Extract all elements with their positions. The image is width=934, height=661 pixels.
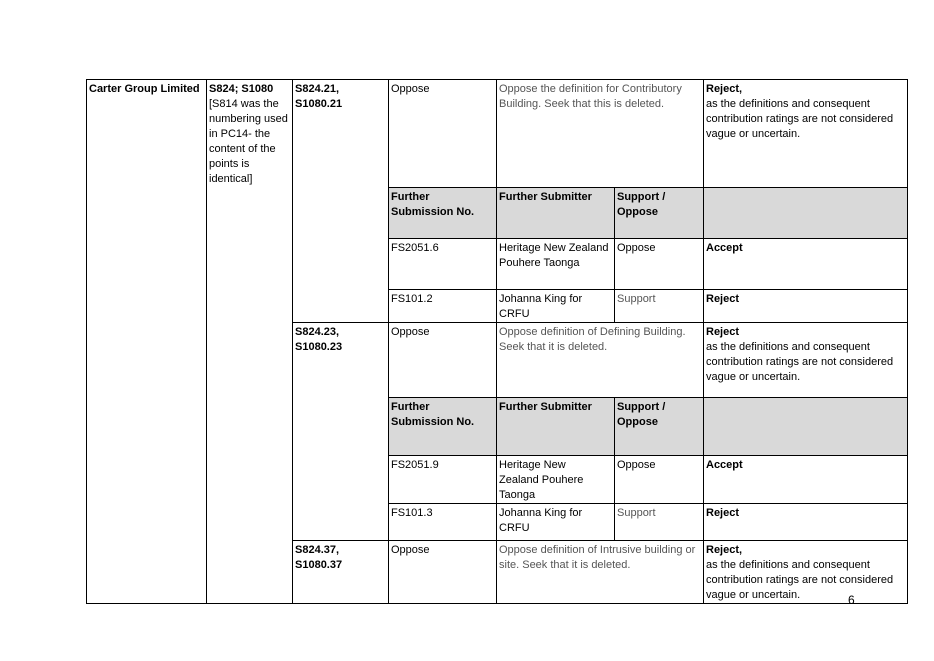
page-number: 6 — [848, 593, 855, 607]
recommendation-cell — [704, 322, 908, 397]
point-number: S824.21, S1080.21 — [293, 80, 389, 188]
recommendation-cell — [704, 80, 908, 188]
recommendation: Reject, — [706, 83, 743, 95]
recommendation: Reject — [706, 325, 740, 338]
fs-submitter: Johanna King for CRFU — [497, 289, 615, 322]
fs-recommendation: Reject — [704, 503, 908, 540]
fs-submitter: Heritage New Zealand Pouhere Taonga — [497, 238, 615, 289]
submission-number-note: [S814 was the numbering used in PC14- the content of the points is identical] — [209, 98, 288, 185]
point-summary: Oppose definition of Intrusive building or site. Seek that it is deleted. — [497, 540, 704, 603]
fs-position: Oppose — [615, 455, 704, 503]
point-position: Oppose — [389, 80, 497, 188]
fs-number: FS101.3 — [389, 503, 497, 540]
further-row — [87, 238, 908, 289]
recommendation: Reject, — [706, 543, 743, 556]
fs-position: Support — [615, 289, 704, 322]
point-number: S824.23, S1080.23 — [293, 322, 389, 397]
further-row — [87, 289, 908, 322]
further-header-row — [87, 397, 908, 455]
further-row — [87, 455, 908, 503]
submission-number: S824; S1080 — [209, 83, 274, 95]
point-position: Oppose — [389, 540, 497, 603]
point-row — [87, 80, 908, 188]
recommendation-cell — [704, 540, 908, 603]
fs-submitter: Johanna King for CRFU — [497, 503, 615, 540]
fs-position-header: Support / Oppose — [615, 187, 704, 238]
recommendation-reason: as the definitions and consequent contribution ratings are not considered vague or uncertain. — [706, 558, 894, 601]
submissions-table — [86, 79, 908, 604]
fs-position: Support — [615, 503, 704, 540]
point-number: S824.37, S1080.37 — [293, 540, 389, 603]
fs-submitter-header: Further Submitter — [497, 397, 615, 455]
fs-number: FS2051.6 — [389, 238, 497, 289]
point-position: Oppose — [389, 322, 497, 397]
fs-recommendation: Reject — [704, 289, 908, 322]
fs-recommendation: Accept — [704, 455, 908, 503]
recommendation-reason: as the definitions and consequent contribution ratings are not considered vague or uncertain. — [706, 340, 894, 383]
further-header-row — [87, 187, 908, 238]
fs-number-header: Further Submission No. — [389, 397, 497, 455]
fs-submitter-header: Further Submitter — [497, 187, 615, 238]
recommendation-reason: as the definitions and consequent contribution ratings are not considered vague or uncertain. — [706, 98, 894, 140]
point-summary: Oppose the definition for Contributory Building. Seek that this is deleted. — [497, 80, 704, 188]
fs-recommendation: Accept — [704, 238, 908, 289]
point-summary: Oppose definition of Defining Building. Seek that it is deleted. — [497, 322, 704, 397]
fs-number: FS101.2 — [389, 289, 497, 322]
fs-position-header: Support / Oppose — [615, 397, 704, 455]
point-row — [87, 540, 908, 603]
submitter-cell: Carter Group Limited — [87, 80, 207, 188]
further-row — [87, 503, 908, 540]
fs-submitter: Heritage New Zealand Pouhere Taonga — [497, 455, 615, 503]
fs-number: FS2051.9 — [389, 455, 497, 503]
submission-number-cell — [207, 80, 293, 188]
point-row — [87, 322, 908, 397]
fs-number-header: Further Submission No. — [389, 187, 497, 238]
fs-position: Oppose — [615, 238, 704, 289]
